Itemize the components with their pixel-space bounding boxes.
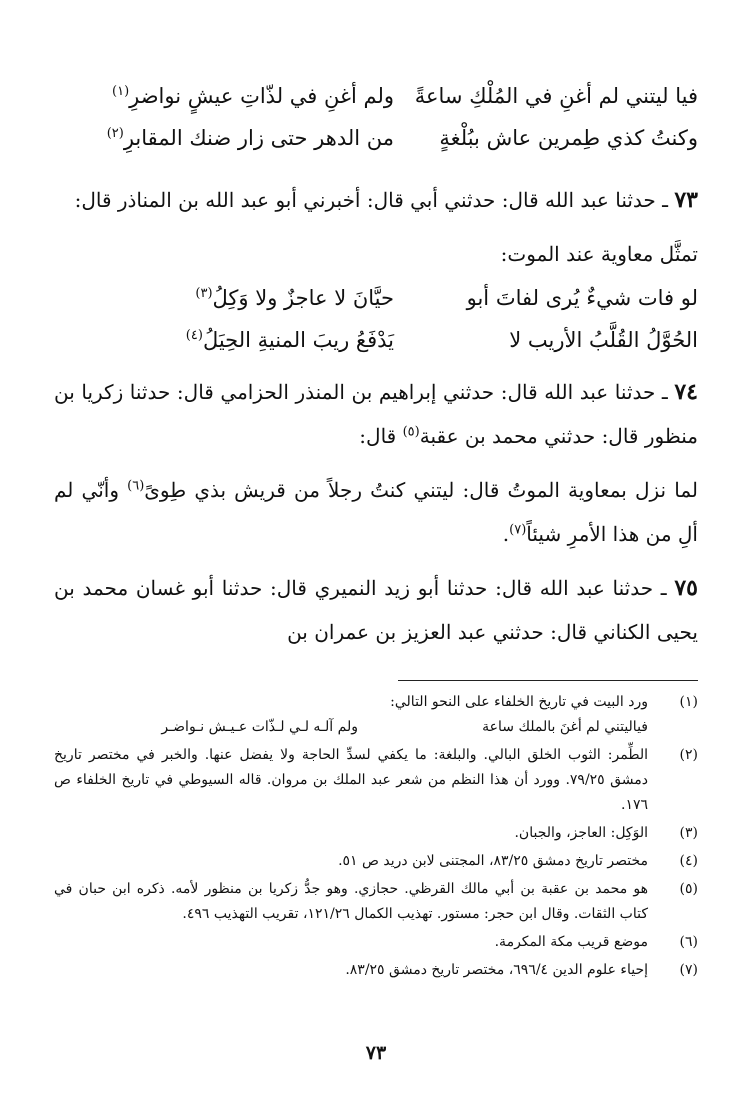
- footnote-4: (٤) مختصر تاريخ دمشق ٨٣/٢٥، المجتنى لابن دريد ص ٥١.: [54, 849, 698, 874]
- verse-1-first-hemistich: فيا ليتني لم أغنِ في المُلْكِ ساعةً: [414, 84, 698, 108]
- paragraph-75: ٧٥ ـ حدثنا عبد الله قال: حدثنا أبو زيد النميري قال: حدثنا أبو غسان محمد بن يحيى الكناني قال: حدثني عبد العزيز بن عمران بن: [54, 575, 698, 644]
- footnote-number: (٤): [679, 853, 698, 869]
- footnote-separator: [398, 680, 698, 681]
- footnote-number: (٣): [679, 825, 698, 841]
- footnote-5: (٥) هو محمد بن عقبة بن أبي مالك القرظي. حجازي. وهو جدُّ زكريا بن منظور لأمه. ذكره ابن حبان في كتاب الثقات. وقال ابن حجر: مستور. تهذيب الكمال ١٢١/٢٦، تقريب التهذيب ٤٩٦.: [54, 877, 698, 927]
- footnote-number: (٦): [679, 934, 698, 950]
- footnote-6: (٦) موضع قريب مكة المكرمة.: [54, 930, 698, 955]
- page-number: ٧٣: [365, 1042, 387, 1064]
- footnote-ref-7: (٧): [509, 522, 527, 538]
- footnote-2: (٢) الطِّمر: الثوب الخلق البالي. والبلغة: ما يكفي لسدِّ الحاجة ولا يفضل عنها. والخبر في مختصر تاريخ دمشق ٧٩/٢٥. وورد أن هذا النظم من شعر عبد الملك بن مروان. قاله السيوطي في تاريخ الخلفاء ص ١٧٦.: [54, 743, 698, 818]
- verse-line-4: [54, 328, 698, 370]
- footnote-ref-5: (٥): [402, 424, 420, 440]
- verse-2-first-hemistich: وكنتُ كذي طِمرين عاش ببُلْغةٍ: [439, 126, 698, 150]
- verse-3-second-hemistich: حيَّانَ لا عاجزٌ ولا وَكِلُ$^{(٣)}$: [195, 286, 394, 310]
- verse-line-1: [54, 84, 698, 126]
- paragraph-73: ٧٣ ـ حدثنا عبد الله قال: حدثني أبي قال: أخبرني أبو عبد الله بن المناذر قال:: [74, 187, 698, 213]
- footnote-3: (٣) الوَكِل: العاجز، والجبان.: [54, 821, 698, 846]
- footnote-ref-3: (٣): [195, 286, 213, 301]
- main-text: [54, 84, 699, 978]
- footnote-1: (١) ورد البيت في تاريخ الخلفاء على النحو التالي: فياليتني لم أغنَ بالملك ساعة ولم آلـه لـي لـذّات عـيـش نـواضـر: [54, 690, 698, 740]
- narration-number-73: ٧٣: [674, 187, 698, 213]
- footnote-ref-4: (٤): [185, 328, 203, 343]
- verse-4-second-hemistich: يَدْفَعُ ريبَ المنيةِ الحِيَلُ$^{(٤)}$: [185, 328, 394, 352]
- narration-number-74: ٧٤: [674, 379, 698, 405]
- footnote-7: (٧) إحياء علوم الدين ٦٩٦/٤، مختصر تاريخ دمشق ٨٣/٢٥.: [54, 958, 698, 983]
- footnote-ref-6: (٦): [127, 478, 145, 494]
- footnote-number: (٧): [679, 962, 698, 978]
- verse-1-second-hemistich: ولم أغنِ في لذّاتِ عيشٍ نواضرِ$^{(١)}$: [112, 84, 394, 108]
- footnote-ref-1: (١): [112, 84, 130, 99]
- footnote-1-verse: فياليتني لم أغنَ بالملك ساعة ولم آلـه لـي لـذّات عـيـش نـواضـر: [161, 719, 648, 735]
- verse-3-first-hemistich: لو فات شيءٌ يُرى لفاتَ أبو: [466, 286, 698, 310]
- paragraph-74-quote: لما نزل بمعاوية الموتُ قال: ليتني كنتُ رجلاً من قريش بذي طِوىً$^{(٦)}$ وأنّي لم ألِ من هذا الأمرِ شيئاً$^{(٧)}$.: [54, 478, 699, 546]
- footnote-number: (١): [679, 694, 698, 710]
- verse-2-second-hemistich: من الدهر حتى زار ضنك المقابرِ$^{(٢)}$: [106, 126, 394, 150]
- verse-line-3: [54, 286, 698, 328]
- paragraph-73-quote: تمثَّل معاوية عند الموت:: [500, 242, 698, 266]
- verse-4-first-hemistich: الحُوَّلُ القُلَّبُ الأريب لا: [509, 328, 698, 352]
- footnote-ref-2: (٢): [106, 126, 124, 141]
- footnotes: [54, 690, 698, 986]
- verse-line-2: [54, 126, 698, 168]
- footnote-number: (٥): [679, 881, 698, 897]
- paragraph-74: ٧٤ ـ حدثنا عبد الله قال: حدثني إبراهيم بن المنذر الحزامي قال: حدثنا زكريا بن منظور قال: حدثني محمد بن عقبة$^{(٥)}$ قال:: [54, 379, 698, 448]
- footnote-number: (٢): [679, 747, 698, 763]
- narration-number-75: ٧٥: [674, 575, 698, 601]
